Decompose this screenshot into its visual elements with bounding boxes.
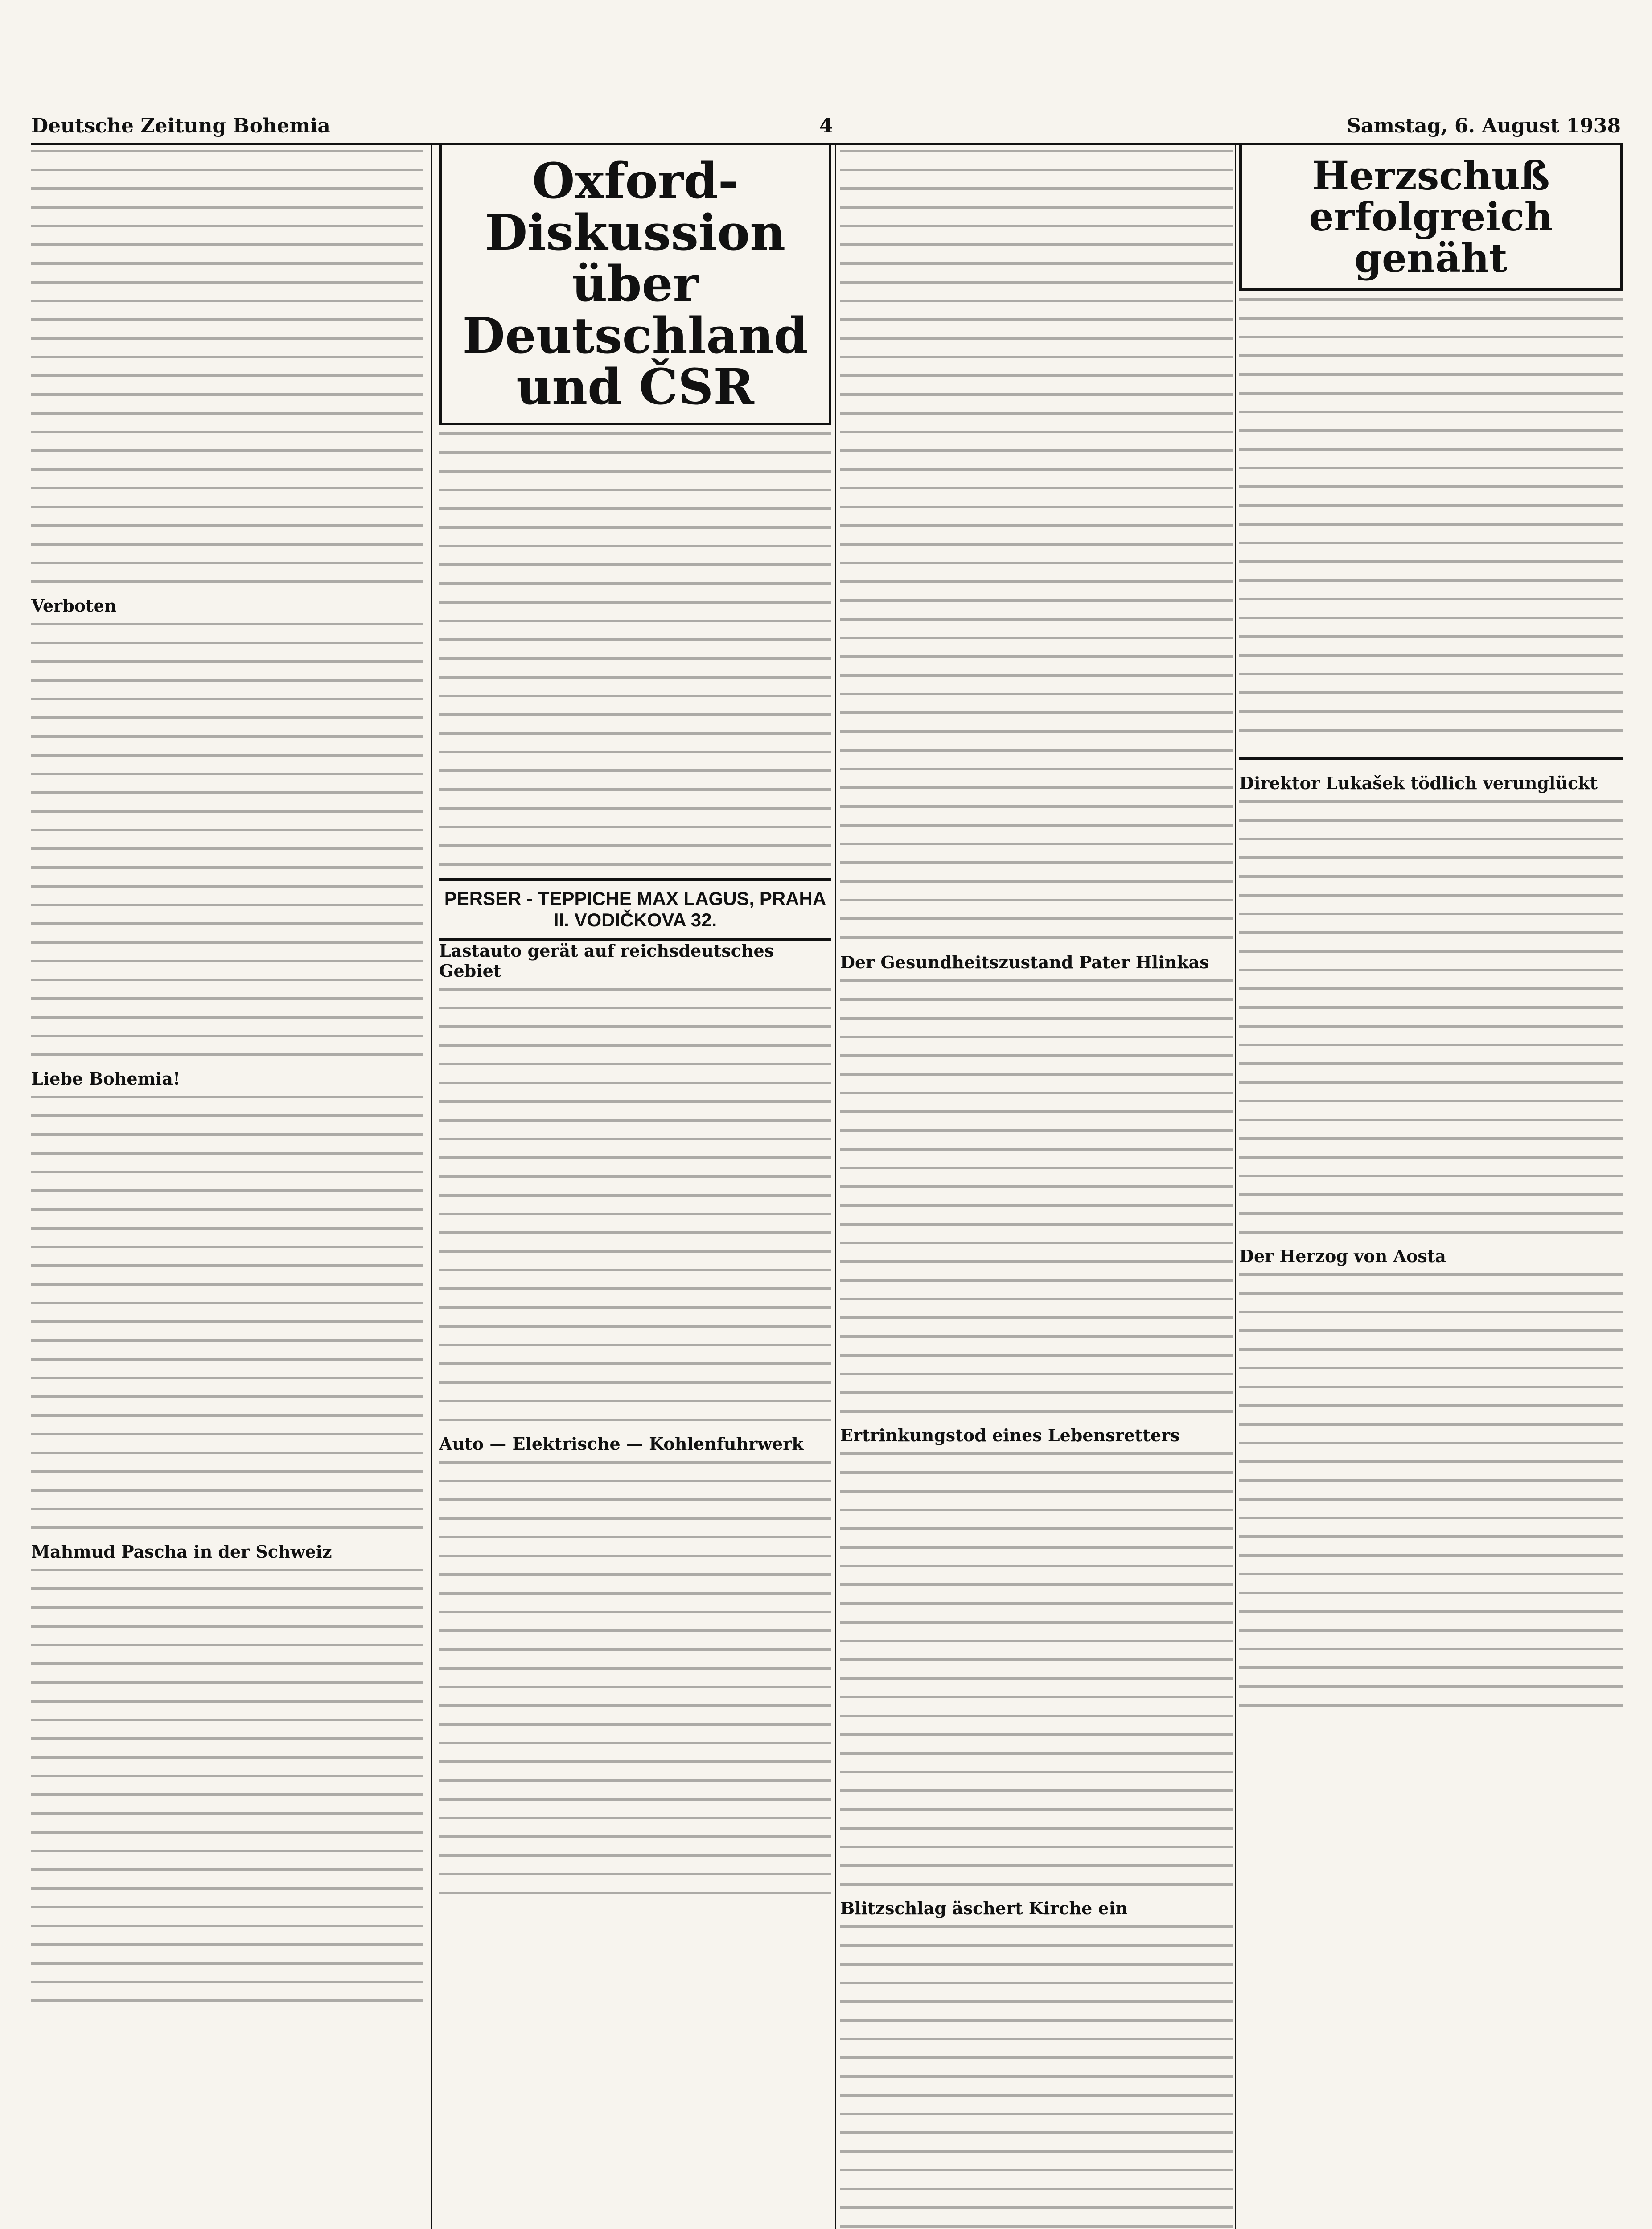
section-title: Liebe Bohemia!	[31, 1069, 181, 1089]
text-block	[840, 1925, 1233, 2229]
section-title: Lastauto gerät auf reichsdeutsches Gebiet	[439, 940, 774, 981]
text-block	[31, 623, 423, 1069]
text-block	[1239, 1273, 1623, 1719]
section-title: Mahmud Pascha in der Schweiz	[31, 1542, 332, 1562]
column-rule-1	[431, 143, 432, 2229]
column-3	[840, 143, 1233, 2229]
column-rule-3	[1235, 143, 1236, 2229]
section-title: Ertrinkungstod eines Lebensretters	[840, 1425, 1180, 1445]
text-block	[840, 150, 1233, 952]
column-2	[439, 143, 831, 2229]
text-block	[31, 1569, 423, 2015]
section-title: Der Gesundheitszustand Pater Hlinkas	[840, 952, 1209, 972]
headline-box	[1239, 143, 1623, 291]
section-title: Blitzschlag äschert Kirche ein	[840, 1898, 1128, 1918]
text-block	[1239, 298, 1623, 744]
main-headline: Herzschuß erfolgreich genäht	[1309, 152, 1553, 281]
main-headline: Oxford-Diskussion über Deutschland und ČSR	[462, 152, 808, 415]
text-block	[840, 1452, 1233, 1898]
header-left: Deutsche Zeitung Bohemia	[31, 115, 330, 137]
column-rule-2	[835, 143, 836, 2229]
column-1	[31, 143, 423, 2229]
section-title: Auto — Elektrische — Kohlenfuhrwerk	[439, 1433, 804, 1454]
section-title: Verboten	[31, 596, 117, 616]
text-block	[31, 150, 423, 596]
text-block	[439, 1461, 831, 1907]
header-right: Samstag, 6. August 1938	[1347, 115, 1621, 137]
page-header	[31, 116, 1621, 145]
text-block	[31, 1096, 423, 1542]
column-4	[1239, 143, 1623, 2229]
headline-box	[439, 143, 831, 425]
ad-banner: PERSER - TEPPICHE MAX LAGUS, PRAHA II. VODIČKOVA 32.	[439, 878, 831, 941]
text-block	[439, 432, 831, 878]
text-block	[840, 979, 1233, 1425]
separator	[1239, 757, 1623, 760]
section-title: Der Herzog von Aosta	[1239, 1246, 1446, 1267]
page-number: 4	[819, 115, 833, 137]
text-block	[439, 988, 831, 1434]
section-title: Direktor Lukašek tödlich verunglückt	[1239, 773, 1598, 794]
text-block	[1239, 800, 1623, 1246]
